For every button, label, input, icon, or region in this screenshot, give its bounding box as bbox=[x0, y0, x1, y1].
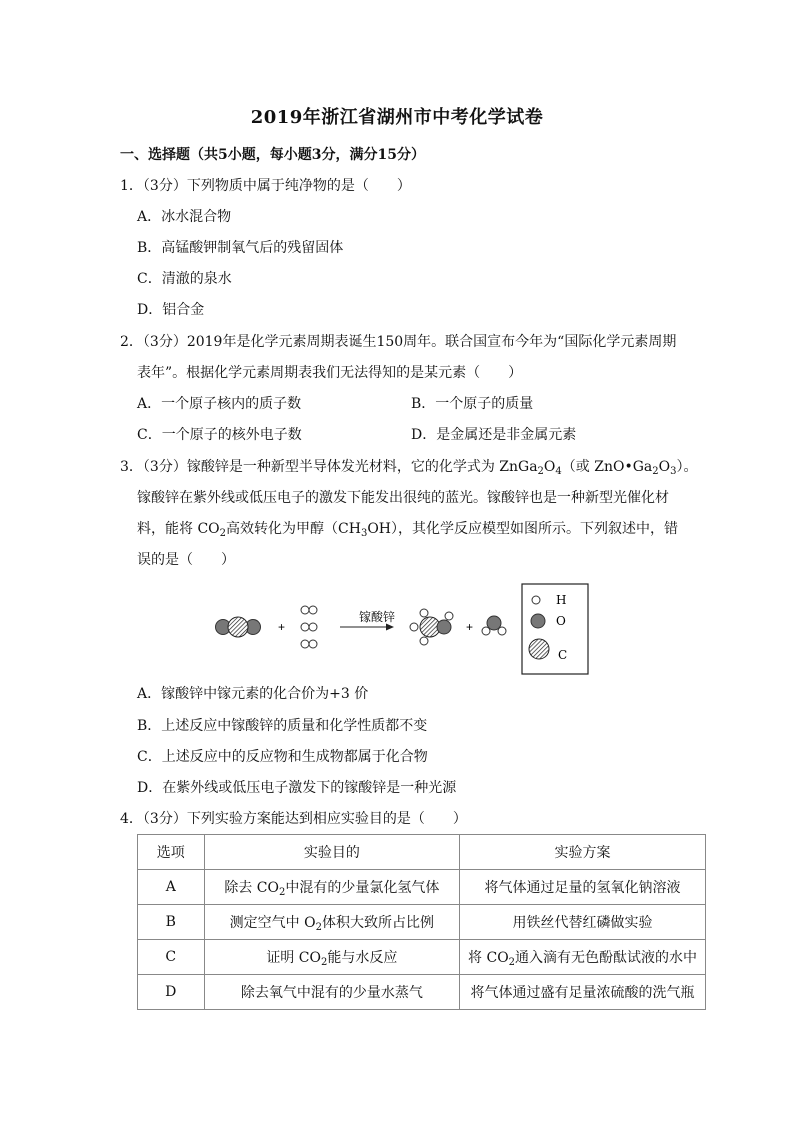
header-goal: 实验目的 bbox=[204, 835, 460, 870]
legend-label-c: C bbox=[558, 648, 568, 662]
table-row bbox=[138, 975, 706, 1010]
row-c-option: C bbox=[138, 940, 205, 975]
question-3-stem-line1: 3．（3分）镓酸锌是一种新型半导体发光材料，它的化学式为 $ZnGa_2O_4$（或 $ZnO•Ga_2O_3$）。 bbox=[120, 459, 698, 477]
q2-option-a: A．一个原子核内的质子数 bbox=[137, 396, 302, 412]
table-row bbox=[138, 870, 706, 905]
row-d-goal: 除去氧气中混有的少量水蒸气 bbox=[204, 975, 460, 1010]
q3-option-d: D．在紫外线或低压电子激发下的镓酸锌是一种光源 bbox=[137, 780, 457, 796]
q1-option-b: B．高锰酸钾制氧气后的残留固体 bbox=[137, 240, 344, 256]
reaction-model-diagram bbox=[200, 578, 610, 678]
plus-sign-1: + bbox=[278, 620, 286, 634]
catalyst-label: 镓酸锌 bbox=[359, 610, 396, 624]
water-molecule-icon bbox=[482, 616, 506, 635]
question-3-stem-line4: 误的是（ ） bbox=[137, 552, 235, 568]
hydrogen-atom-icon bbox=[532, 596, 540, 604]
plus-sign-2: + bbox=[466, 620, 474, 634]
carbon-atom-icon bbox=[529, 639, 549, 659]
header-plan: 实验方案 bbox=[460, 835, 706, 870]
row-c-goal: 证明 $CO_2$能与水反应 bbox=[204, 940, 460, 975]
question-1-stem: 1．（3分）下列物质中属于纯净物的是（ ） bbox=[120, 178, 411, 194]
row-b-plan: 用铁丝代替红磷做实验 bbox=[460, 905, 706, 940]
question-3-stem-line3: 料，能将 $CO_2$高效转化为甲醇$(CH_3OH)$，其化学反应模型如图所示。下列叙述中，错 bbox=[137, 521, 678, 539]
header-option: 选项 bbox=[138, 835, 205, 870]
q3-option-a: A．镓酸锌中镓元素的化合价为+3 价 bbox=[137, 686, 369, 702]
q2-option-b: B．一个原子的质量 bbox=[411, 396, 534, 412]
table-row bbox=[138, 905, 706, 940]
q1-option-c: C．清澈的泉水 bbox=[137, 271, 232, 287]
row-a-goal: 除去 $CO_2$中混有的少量氯化氢气体 bbox=[204, 870, 460, 905]
q3-option-c: C．上述反应中的反应物和生成物都属于化合物 bbox=[137, 749, 428, 765]
q1-option-d: D．铝合金 bbox=[137, 302, 205, 318]
row-b-option: B bbox=[138, 905, 205, 940]
q1-option-a: A．冰水混合物 bbox=[137, 209, 232, 225]
question-2-stem-line2: 表年”。根据化学元素周期表我们无法得知的是某元素（ ） bbox=[137, 365, 523, 381]
question-2-stem-line1: 2．（3分）2019年是化学元素周期表诞生150周年。联合国宣布今年为“国际化学元素周期 bbox=[120, 334, 677, 350]
question-4-stem: 4．（3分）下列实验方案能达到相应实验目的是（ ） bbox=[120, 811, 467, 827]
row-c-plan: 将 $CO_2$通入滴有无色酚酞试液的水中 bbox=[460, 940, 706, 975]
table-header-row bbox=[138, 835, 706, 870]
h2-molecules-icon bbox=[301, 606, 317, 648]
q2-option-c: C．一个原子的核外电子数 bbox=[137, 427, 302, 443]
row-a-plan: 将气体通过足量的氢氧化钠溶液 bbox=[460, 870, 706, 905]
q2-option-d: D．是金属还是非金属元素 bbox=[411, 427, 577, 443]
row-b-goal: 测定空气中 $O_2$体积大致所占比例 bbox=[204, 905, 460, 940]
legend-label-o: O bbox=[556, 614, 566, 628]
legend-label-h: H bbox=[556, 593, 567, 607]
question-3-stem-line2: 镓酸锌在紫外线或低压电子的激发下能发出很纯的蓝光。镓酸锌也是一种新型光催化材 bbox=[137, 490, 669, 506]
atom-legend bbox=[522, 584, 588, 674]
methanol-molecule-icon bbox=[410, 609, 453, 645]
table-row bbox=[138, 940, 706, 975]
row-d-plan: 将气体通过盛有足量浓硫酸的洗气瓶 bbox=[460, 975, 706, 1010]
co2-molecule-icon bbox=[216, 617, 261, 637]
experiment-table bbox=[137, 834, 706, 1010]
section-heading: 一、选择题（共5小题，每小题3分，满分15分） bbox=[120, 147, 425, 163]
row-d-option: D bbox=[138, 975, 205, 1010]
page-title: 2019年浙江省湖州市中考化学试卷 bbox=[250, 107, 544, 128]
q3-option-b: B．上述反应中镓酸锌的质量和化学性质都不变 bbox=[137, 718, 428, 734]
oxygen-atom-icon bbox=[531, 614, 545, 628]
reaction-arrow-head-icon bbox=[386, 624, 394, 631]
row-a-option: A bbox=[138, 870, 205, 905]
